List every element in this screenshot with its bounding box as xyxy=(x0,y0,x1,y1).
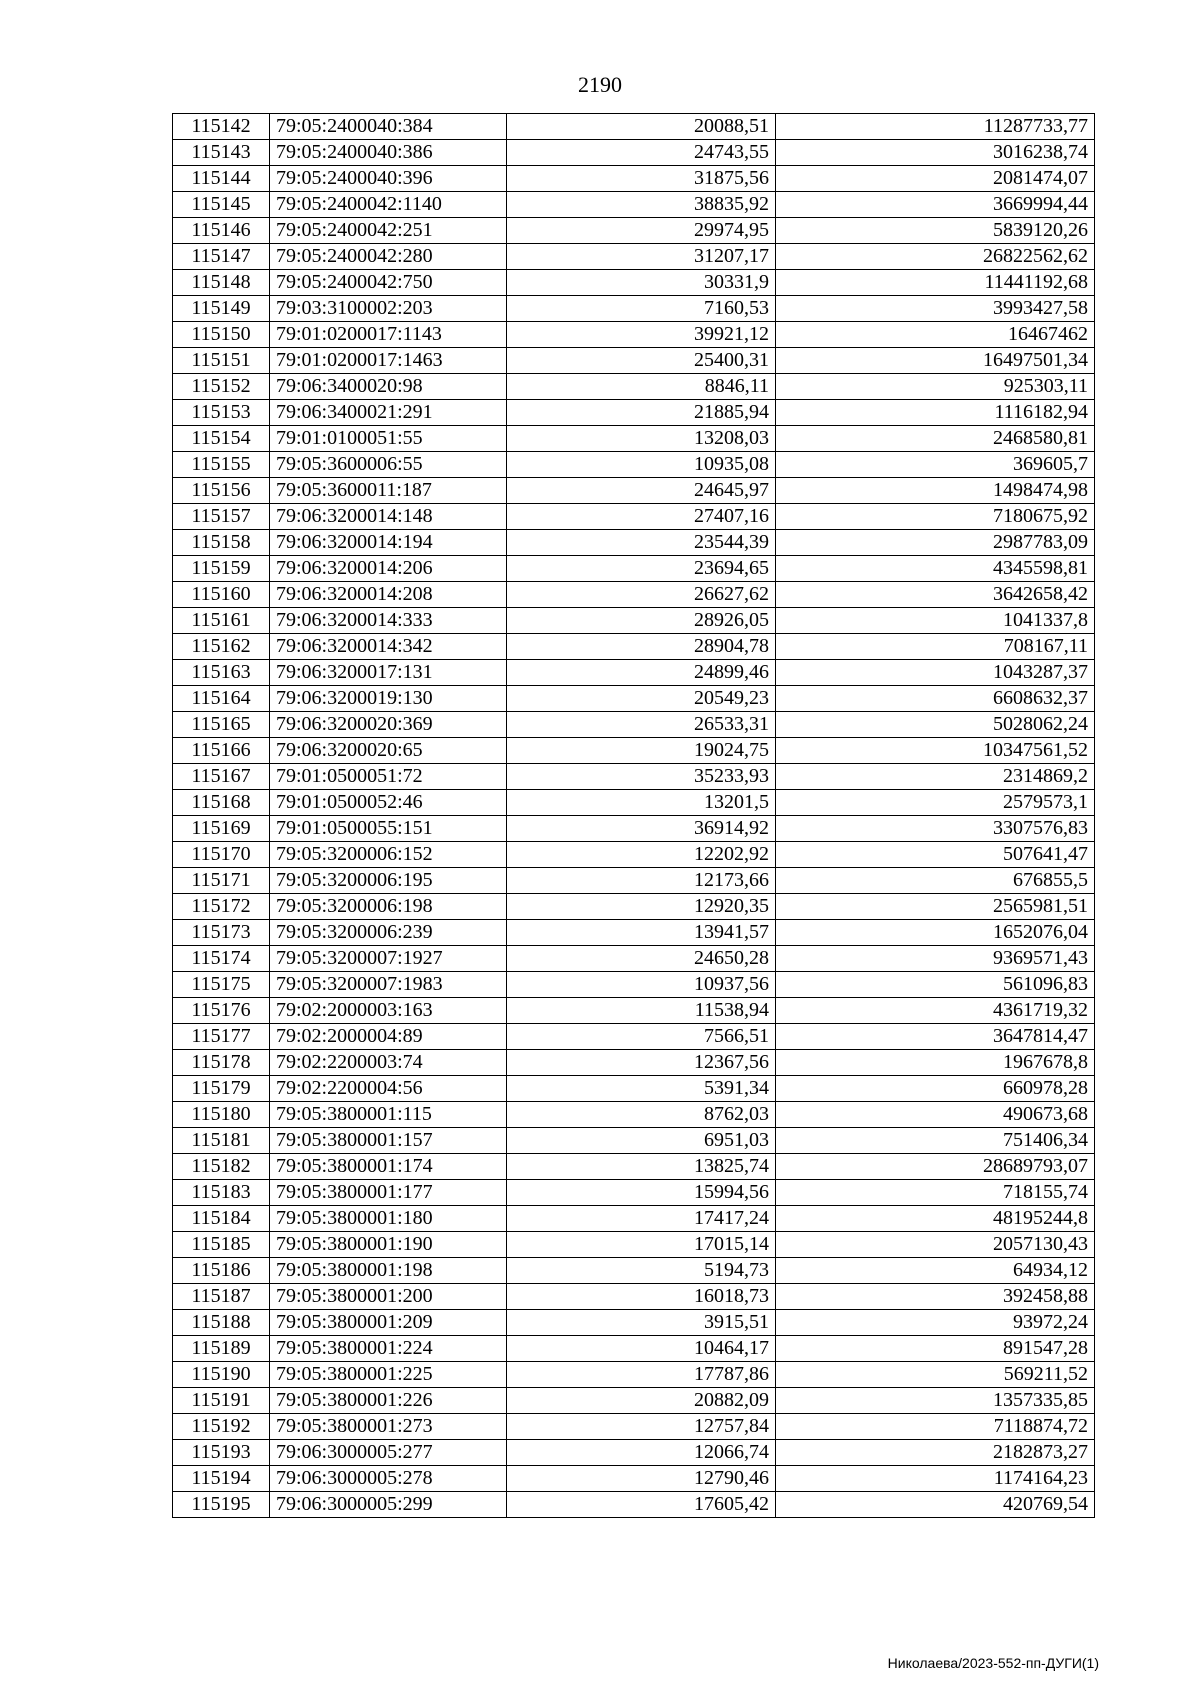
row-number-cell: 115192 xyxy=(173,1414,270,1440)
row-number-cell: 115171 xyxy=(173,868,270,894)
row-number-cell: 115194 xyxy=(173,1466,270,1492)
value-cell: 1498474,98 xyxy=(776,478,1095,504)
value-cell: 1043287,37 xyxy=(776,660,1095,686)
footer-reference: Николаева/2023-552-пп-ДУГИ(1) xyxy=(887,1655,1099,1671)
row-number-cell: 115177 xyxy=(173,1024,270,1050)
table-row xyxy=(173,790,1095,816)
value-cell: 1041337,8 xyxy=(776,608,1095,634)
table-row xyxy=(173,270,1095,296)
table-row xyxy=(173,1466,1095,1492)
value-cell: 48195244,8 xyxy=(776,1206,1095,1232)
cadastral-number-cell: 79:05:3600011:187 xyxy=(270,478,507,504)
cadastral-number-cell: 79:06:3400020:98 xyxy=(270,374,507,400)
value-cell: 9369571,43 xyxy=(776,946,1095,972)
area-cell: 23694,65 xyxy=(507,556,776,582)
area-cell: 12920,35 xyxy=(507,894,776,920)
area-cell: 24743,55 xyxy=(507,140,776,166)
row-number-cell: 115156 xyxy=(173,478,270,504)
value-cell: 369605,7 xyxy=(776,452,1095,478)
value-cell: 3993427,58 xyxy=(776,296,1095,322)
value-cell: 420769,54 xyxy=(776,1492,1095,1518)
area-cell: 35233,93 xyxy=(507,764,776,790)
cadastral-number-cell: 79:06:3000005:277 xyxy=(270,1440,507,1466)
table-row xyxy=(173,400,1095,426)
table-row xyxy=(173,1414,1095,1440)
table-row xyxy=(173,1206,1095,1232)
cadastral-number-cell: 79:06:3200020:65 xyxy=(270,738,507,764)
value-cell: 708167,11 xyxy=(776,634,1095,660)
row-number-cell: 115187 xyxy=(173,1284,270,1310)
table-row xyxy=(173,608,1095,634)
table-row xyxy=(173,530,1095,556)
cadastral-number-cell: 79:02:2000003:163 xyxy=(270,998,507,1024)
row-number-cell: 115170 xyxy=(173,842,270,868)
cadastral-number-cell: 79:01:0500055:151 xyxy=(270,816,507,842)
cadastral-number-cell: 79:05:3600006:55 xyxy=(270,452,507,478)
area-cell: 5194,73 xyxy=(507,1258,776,1284)
cadastral-number-cell: 79:05:3200006:239 xyxy=(270,920,507,946)
cadastral-number-cell: 79:05:3800001:174 xyxy=(270,1154,507,1180)
cadastral-number-cell: 79:05:2400040:384 xyxy=(270,114,507,140)
value-cell: 7118874,72 xyxy=(776,1414,1095,1440)
table-row xyxy=(173,556,1095,582)
table-row xyxy=(173,1362,1095,1388)
table-row xyxy=(173,842,1095,868)
area-cell: 27407,16 xyxy=(507,504,776,530)
cadastral-number-cell: 79:05:3800001:177 xyxy=(270,1180,507,1206)
area-cell: 13208,03 xyxy=(507,426,776,452)
table-row xyxy=(173,686,1095,712)
value-cell: 3642658,42 xyxy=(776,582,1095,608)
cadastral-number-cell: 79:06:3000005:299 xyxy=(270,1492,507,1518)
table-row xyxy=(173,998,1095,1024)
area-cell: 10937,56 xyxy=(507,972,776,998)
area-cell: 13825,74 xyxy=(507,1154,776,1180)
area-cell: 17787,86 xyxy=(507,1362,776,1388)
area-cell: 15994,56 xyxy=(507,1180,776,1206)
cadastral-number-cell: 79:05:3800001:115 xyxy=(270,1102,507,1128)
value-cell: 676855,5 xyxy=(776,868,1095,894)
value-cell: 660978,28 xyxy=(776,1076,1095,1102)
cadastral-number-cell: 79:05:3200006:198 xyxy=(270,894,507,920)
row-number-cell: 115163 xyxy=(173,660,270,686)
value-cell: 6608632,37 xyxy=(776,686,1095,712)
area-cell: 23544,39 xyxy=(507,530,776,556)
table-row xyxy=(173,1336,1095,1362)
value-cell: 2057130,43 xyxy=(776,1232,1095,1258)
page-number: 2190 xyxy=(578,72,622,97)
cadastral-number-cell: 79:02:2000004:89 xyxy=(270,1024,507,1050)
row-number-cell: 115144 xyxy=(173,166,270,192)
cadastral-number-cell: 79:05:3800001:157 xyxy=(270,1128,507,1154)
row-number-cell: 115181 xyxy=(173,1128,270,1154)
area-cell: 7160,53 xyxy=(507,296,776,322)
table-row xyxy=(173,1440,1095,1466)
row-number-cell: 115166 xyxy=(173,738,270,764)
table-row xyxy=(173,1102,1095,1128)
area-cell: 5391,34 xyxy=(507,1076,776,1102)
area-cell: 8762,03 xyxy=(507,1102,776,1128)
table-row xyxy=(173,712,1095,738)
table-row xyxy=(173,1024,1095,1050)
cadastral-number-cell: 79:05:2400042:251 xyxy=(270,218,507,244)
cadastral-number-cell: 79:05:3800001:200 xyxy=(270,1284,507,1310)
value-cell: 490673,68 xyxy=(776,1102,1095,1128)
row-number-cell: 115164 xyxy=(173,686,270,712)
table-row xyxy=(173,166,1095,192)
row-number-cell: 115153 xyxy=(173,400,270,426)
value-cell: 569211,52 xyxy=(776,1362,1095,1388)
area-cell: 28926,05 xyxy=(507,608,776,634)
value-cell: 1967678,8 xyxy=(776,1050,1095,1076)
table-row xyxy=(173,374,1095,400)
table-row xyxy=(173,920,1095,946)
table-row xyxy=(173,868,1095,894)
cadastral-number-cell: 79:01:0200017:1463 xyxy=(270,348,507,374)
row-number-cell: 115152 xyxy=(173,374,270,400)
area-cell: 19024,75 xyxy=(507,738,776,764)
row-number-cell: 115175 xyxy=(173,972,270,998)
row-number-cell: 115191 xyxy=(173,1388,270,1414)
table-row xyxy=(173,1284,1095,1310)
table-row xyxy=(173,946,1095,972)
area-cell: 11538,94 xyxy=(507,998,776,1024)
cadastral-number-cell: 79:05:3800001:226 xyxy=(270,1388,507,1414)
cadastral-number-cell: 79:05:2400042:750 xyxy=(270,270,507,296)
value-cell: 561096,83 xyxy=(776,972,1095,998)
area-cell: 26627,62 xyxy=(507,582,776,608)
row-number-cell: 115188 xyxy=(173,1310,270,1336)
table-row xyxy=(173,816,1095,842)
table-row xyxy=(173,192,1095,218)
area-cell: 12066,74 xyxy=(507,1440,776,1466)
value-cell: 3307576,83 xyxy=(776,816,1095,842)
row-number-cell: 115142 xyxy=(173,114,270,140)
value-cell: 10347561,52 xyxy=(776,738,1095,764)
value-cell: 891547,28 xyxy=(776,1336,1095,1362)
cadastral-number-cell: 79:05:3800001:198 xyxy=(270,1258,507,1284)
cadastral-number-cell: 79:06:3000005:278 xyxy=(270,1466,507,1492)
row-number-cell: 115145 xyxy=(173,192,270,218)
cadastral-number-cell: 79:03:3100002:203 xyxy=(270,296,507,322)
value-cell: 5839120,26 xyxy=(776,218,1095,244)
table-row xyxy=(173,660,1095,686)
value-cell: 2987783,09 xyxy=(776,530,1095,556)
row-number-cell: 115157 xyxy=(173,504,270,530)
row-number-cell: 115172 xyxy=(173,894,270,920)
value-cell: 2081474,07 xyxy=(776,166,1095,192)
value-cell: 1357335,85 xyxy=(776,1388,1095,1414)
area-cell: 39921,12 xyxy=(507,322,776,348)
cadastral-number-cell: 79:01:0200017:1143 xyxy=(270,322,507,348)
cadastral-number-cell: 79:05:3800001:224 xyxy=(270,1336,507,1362)
row-number-cell: 115167 xyxy=(173,764,270,790)
value-cell: 64934,12 xyxy=(776,1258,1095,1284)
row-number-cell: 115161 xyxy=(173,608,270,634)
area-cell: 31875,56 xyxy=(507,166,776,192)
cadastral-number-cell: 79:02:2200004:56 xyxy=(270,1076,507,1102)
cadastral-number-cell: 79:06:3200014:208 xyxy=(270,582,507,608)
table-row xyxy=(173,244,1095,270)
row-number-cell: 115176 xyxy=(173,998,270,1024)
value-cell: 751406,34 xyxy=(776,1128,1095,1154)
value-cell: 2314869,2 xyxy=(776,764,1095,790)
cadastral-number-cell: 79:05:3800001:225 xyxy=(270,1362,507,1388)
row-number-cell: 115150 xyxy=(173,322,270,348)
cadastral-number-cell: 79:06:3400021:291 xyxy=(270,400,507,426)
value-cell: 4345598,81 xyxy=(776,556,1095,582)
cadastral-number-cell: 79:05:2400042:1140 xyxy=(270,192,507,218)
table-row xyxy=(173,478,1095,504)
area-cell: 20088,51 xyxy=(507,114,776,140)
table-body xyxy=(173,114,1095,1518)
table-row xyxy=(173,1154,1095,1180)
cadastral-number-cell: 79:05:3200007:1927 xyxy=(270,946,507,972)
cadastral-number-cell: 79:05:3800001:190 xyxy=(270,1232,507,1258)
row-number-cell: 115147 xyxy=(173,244,270,270)
table-row xyxy=(173,1128,1095,1154)
value-cell: 1652076,04 xyxy=(776,920,1095,946)
area-cell: 38835,92 xyxy=(507,192,776,218)
row-number-cell: 115155 xyxy=(173,452,270,478)
row-number-cell: 115195 xyxy=(173,1492,270,1518)
cadastral-number-cell: 79:01:0100051:55 xyxy=(270,426,507,452)
cadastral-number-cell: 79:05:3800001:209 xyxy=(270,1310,507,1336)
row-number-cell: 115146 xyxy=(173,218,270,244)
table-row xyxy=(173,114,1095,140)
cadastral-number-cell: 79:05:2400040:386 xyxy=(270,140,507,166)
cadastral-number-cell: 79:02:2200003:74 xyxy=(270,1050,507,1076)
row-number-cell: 115162 xyxy=(173,634,270,660)
cadastral-number-cell: 79:05:2400042:280 xyxy=(270,244,507,270)
table-row xyxy=(173,504,1095,530)
cadastral-number-cell: 79:06:3200020:369 xyxy=(270,712,507,738)
table-row xyxy=(173,1076,1095,1102)
row-number-cell: 115173 xyxy=(173,920,270,946)
table-row xyxy=(173,322,1095,348)
row-number-cell: 115184 xyxy=(173,1206,270,1232)
area-cell: 24650,28 xyxy=(507,946,776,972)
row-number-cell: 115143 xyxy=(173,140,270,166)
cadastral-number-cell: 79:05:3200006:152 xyxy=(270,842,507,868)
cadastral-number-cell: 79:06:3200014:342 xyxy=(270,634,507,660)
row-number-cell: 115178 xyxy=(173,1050,270,1076)
row-number-cell: 115159 xyxy=(173,556,270,582)
table-row xyxy=(173,1180,1095,1206)
row-number-cell: 115154 xyxy=(173,426,270,452)
table-row xyxy=(173,218,1095,244)
table-row xyxy=(173,1388,1095,1414)
value-cell: 1116182,94 xyxy=(776,400,1095,426)
row-number-cell: 115186 xyxy=(173,1258,270,1284)
area-cell: 6951,03 xyxy=(507,1128,776,1154)
table-row xyxy=(173,1258,1095,1284)
area-cell: 10935,08 xyxy=(507,452,776,478)
area-cell: 20549,23 xyxy=(507,686,776,712)
area-cell: 31207,17 xyxy=(507,244,776,270)
table-row xyxy=(173,296,1095,322)
value-cell: 93972,24 xyxy=(776,1310,1095,1336)
table-row xyxy=(173,452,1095,478)
area-cell: 25400,31 xyxy=(507,348,776,374)
row-number-cell: 115168 xyxy=(173,790,270,816)
area-cell: 29974,95 xyxy=(507,218,776,244)
row-number-cell: 115158 xyxy=(173,530,270,556)
cadastral-number-cell: 79:06:3200014:194 xyxy=(270,530,507,556)
area-cell: 21885,94 xyxy=(507,400,776,426)
cadastral-number-cell: 79:05:3200007:1983 xyxy=(270,972,507,998)
row-number-cell: 115151 xyxy=(173,348,270,374)
value-cell: 5028062,24 xyxy=(776,712,1095,738)
data-table xyxy=(172,113,1095,1518)
cadastral-number-cell: 79:06:3200014:206 xyxy=(270,556,507,582)
row-number-cell: 115149 xyxy=(173,296,270,322)
row-number-cell: 115190 xyxy=(173,1362,270,1388)
value-cell: 2579573,1 xyxy=(776,790,1095,816)
area-cell: 13941,57 xyxy=(507,920,776,946)
table-row xyxy=(173,764,1095,790)
row-number-cell: 115183 xyxy=(173,1180,270,1206)
area-cell: 28904,78 xyxy=(507,634,776,660)
table-row xyxy=(173,582,1095,608)
area-cell: 26533,31 xyxy=(507,712,776,738)
row-number-cell: 115179 xyxy=(173,1076,270,1102)
table-row xyxy=(173,1232,1095,1258)
value-cell: 26822562,62 xyxy=(776,244,1095,270)
value-cell: 2468580,81 xyxy=(776,426,1095,452)
value-cell: 3669994,44 xyxy=(776,192,1095,218)
table-row xyxy=(173,1050,1095,1076)
table-row xyxy=(173,738,1095,764)
cadastral-number-cell: 79:01:0500052:46 xyxy=(270,790,507,816)
cadastral-number-cell: 79:05:2400040:396 xyxy=(270,166,507,192)
area-cell: 17605,42 xyxy=(507,1492,776,1518)
area-cell: 20882,09 xyxy=(507,1388,776,1414)
row-number-cell: 115148 xyxy=(173,270,270,296)
table-row xyxy=(173,140,1095,166)
area-cell: 3915,51 xyxy=(507,1310,776,1336)
value-cell: 4361719,32 xyxy=(776,998,1095,1024)
table-row xyxy=(173,894,1095,920)
area-cell: 12790,46 xyxy=(507,1466,776,1492)
value-cell: 507641,47 xyxy=(776,842,1095,868)
table-row xyxy=(173,426,1095,452)
row-number-cell: 115160 xyxy=(173,582,270,608)
area-cell: 12757,84 xyxy=(507,1414,776,1440)
value-cell: 16467462 xyxy=(776,322,1095,348)
table-row xyxy=(173,972,1095,998)
value-cell: 11287733,77 xyxy=(776,114,1095,140)
value-cell: 2565981,51 xyxy=(776,894,1095,920)
value-cell: 2182873,27 xyxy=(776,1440,1095,1466)
cadastral-number-cell: 79:06:3200017:131 xyxy=(270,660,507,686)
area-cell: 24645,97 xyxy=(507,478,776,504)
value-cell: 16497501,34 xyxy=(776,348,1095,374)
area-cell: 30331,9 xyxy=(507,270,776,296)
cadastral-number-cell: 79:06:3200014:148 xyxy=(270,504,507,530)
area-cell: 12367,56 xyxy=(507,1050,776,1076)
table-row xyxy=(173,1492,1095,1518)
cadastral-number-cell: 79:06:3200014:333 xyxy=(270,608,507,634)
area-cell: 10464,17 xyxy=(507,1336,776,1362)
value-cell: 7180675,92 xyxy=(776,504,1095,530)
cadastral-number-cell: 79:06:3200019:130 xyxy=(270,686,507,712)
row-number-cell: 115174 xyxy=(173,946,270,972)
value-cell: 3016238,74 xyxy=(776,140,1095,166)
row-number-cell: 115182 xyxy=(173,1154,270,1180)
table-row xyxy=(173,1310,1095,1336)
row-number-cell: 115180 xyxy=(173,1102,270,1128)
row-number-cell: 115169 xyxy=(173,816,270,842)
area-cell: 12202,92 xyxy=(507,842,776,868)
area-cell: 16018,73 xyxy=(507,1284,776,1310)
area-cell: 7566,51 xyxy=(507,1024,776,1050)
table-row xyxy=(173,634,1095,660)
value-cell: 3647814,47 xyxy=(776,1024,1095,1050)
area-cell: 17417,24 xyxy=(507,1206,776,1232)
area-cell: 13201,5 xyxy=(507,790,776,816)
area-cell: 24899,46 xyxy=(507,660,776,686)
area-cell: 36914,92 xyxy=(507,816,776,842)
value-cell: 718155,74 xyxy=(776,1180,1095,1206)
value-cell: 1174164,23 xyxy=(776,1466,1095,1492)
row-number-cell: 115165 xyxy=(173,712,270,738)
cadastral-number-cell: 79:05:3800001:180 xyxy=(270,1206,507,1232)
row-number-cell: 115189 xyxy=(173,1336,270,1362)
area-cell: 12173,66 xyxy=(507,868,776,894)
value-cell: 28689793,07 xyxy=(776,1154,1095,1180)
row-number-cell: 115193 xyxy=(173,1440,270,1466)
value-cell: 392458,88 xyxy=(776,1284,1095,1310)
area-cell: 17015,14 xyxy=(507,1232,776,1258)
value-cell: 11441192,68 xyxy=(776,270,1095,296)
area-cell: 8846,11 xyxy=(507,374,776,400)
cadastral-number-cell: 79:05:3200006:195 xyxy=(270,868,507,894)
table-row xyxy=(173,348,1095,374)
row-number-cell: 115185 xyxy=(173,1232,270,1258)
value-cell: 925303,11 xyxy=(776,374,1095,400)
cadastral-number-cell: 79:01:0500051:72 xyxy=(270,764,507,790)
cadastral-number-cell: 79:05:3800001:273 xyxy=(270,1414,507,1440)
